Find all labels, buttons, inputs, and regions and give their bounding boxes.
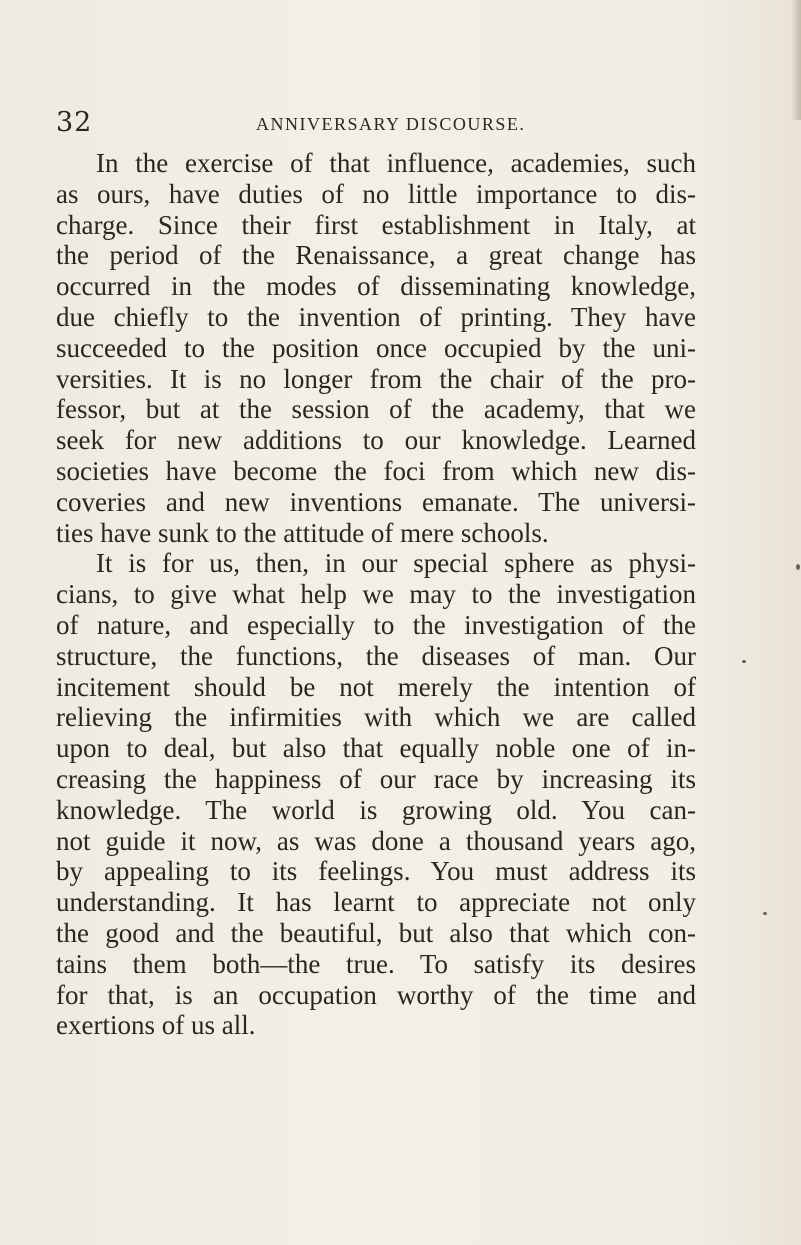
text-line: upon to deal, but also that equally noble one of in-	[56, 733, 696, 764]
text-line: not guide it now, as was done a thousand years ago,	[56, 825, 696, 856]
text-line: for that, is an occupation worthy of the time and	[56, 979, 696, 1010]
running-head: ANNIVERSARY DISCOURSE.	[256, 114, 526, 134]
text-line: occurred in the modes of disseminating knowledge,	[56, 271, 696, 302]
text-line: seek for new additions to our knowledge. Learned	[56, 425, 696, 456]
paragraph-1	[56, 148, 696, 548]
text-line: creasing the happiness of our race by increasing its	[56, 763, 696, 794]
scan-speck	[796, 564, 800, 570]
body-text	[56, 148, 696, 1041]
text-line: charge. Since their first establishment in Italy, at	[56, 209, 696, 240]
text-line: the period of the Renaissance, a great change has	[56, 240, 696, 271]
text-line: fessor, but at the session of the academy, that we	[56, 394, 696, 425]
text-line: relieving the infirmities with which we are called	[56, 702, 696, 733]
text-line: ties have sunk to the attitude of mere schools.	[56, 517, 549, 548]
text-line: by appealing to its feelings. You must address its	[56, 856, 696, 887]
text-line: It is for us, then, in our special sphere as physi-	[96, 548, 696, 579]
text-line: incitement should be not merely the intention of	[56, 671, 696, 702]
page-edge-shadow	[791, 0, 801, 120]
page-header	[56, 106, 696, 140]
text-line: exertions of us all.	[56, 1010, 256, 1041]
text-line: cians, to give what help we may to the investigation	[56, 579, 696, 610]
text-line: succeeded to the position once occupied by the uni-	[56, 332, 696, 363]
text-line: structure, the functions, the diseases of man. Our	[56, 640, 696, 671]
text-line: the good and the beautiful, but also that which con-	[56, 917, 696, 948]
text-line: due chiefly to the invention of printing. They have	[56, 301, 696, 332]
text-line: societies have become the foci from which new dis-	[56, 455, 696, 486]
text-line: versities. It is no longer from the chair of the pro-	[56, 363, 696, 394]
text-line: of nature, and especially to the investigation of the	[56, 609, 696, 640]
text-line: coveries and new inventions emanate. The universi-	[56, 486, 696, 517]
text-line: understanding. It has learnt to appreciate not only	[56, 887, 696, 918]
text-line: In the exercise of that influence, academies, such	[96, 148, 696, 178]
text-line: knowledge. The world is growing old. You can-	[56, 794, 696, 825]
page-number: 32	[56, 107, 93, 138]
scan-speck	[742, 660, 746, 663]
scan-speck	[763, 912, 767, 915]
text-line: as ours, have duties of no little importance to dis-	[56, 178, 696, 209]
paragraph-2	[56, 548, 696, 1041]
text-line: tains them both—the true. To satisfy its desires	[56, 948, 696, 979]
